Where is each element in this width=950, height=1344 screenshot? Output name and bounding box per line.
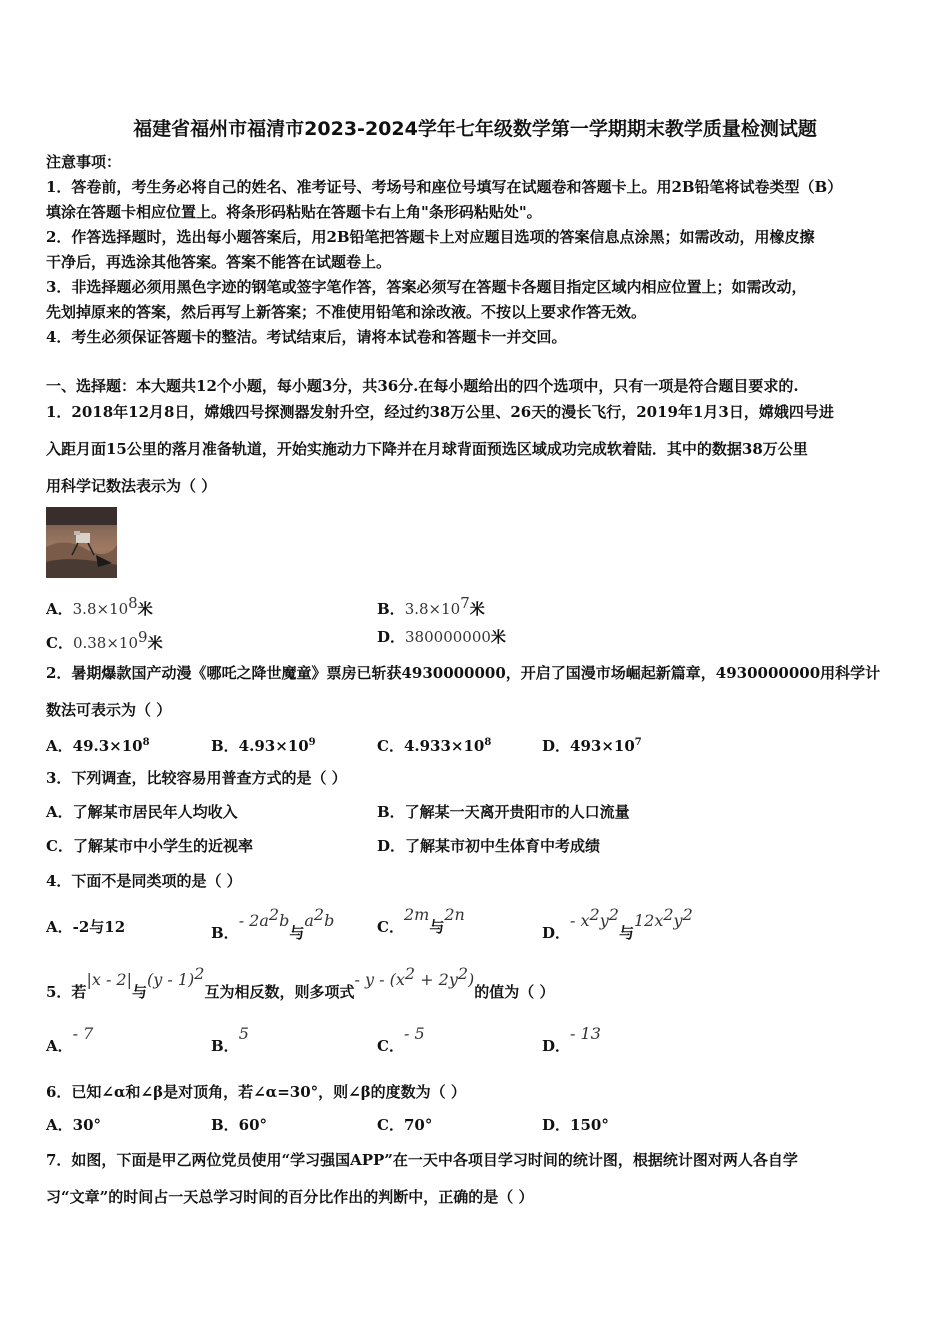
option-c[interactable]: C．$4.933\times 10^8$ — [377, 737, 492, 755]
option-b[interactable]: B．60° — [211, 1116, 268, 1134]
option-a[interactable]: A．30° — [46, 1116, 102, 1134]
question-1-stem: 1．2018年12月8日，嫦娥四号探测器发射升空，经过约38万公里、26天的漫长飞行，2019年1月3日，嫦娥四号进 — [46, 403, 834, 421]
option-a[interactable]: A．了解某市居民年人均收入 — [46, 803, 238, 821]
page-title: 福建省福州市福清市2023-2024学年七年级数学第一学期期末教学质量检测试题 — [133, 118, 817, 140]
option-d[interactable]: D．380000000米 — [377, 628, 506, 646]
question-1-stem: 入距月面15公里的落月准备轨道，开始实施动力下降并在月球背面预选区域成功完成软着陆．其中的数据38万公里 — [46, 440, 808, 458]
note-line: 先划掉原来的答案，然后再写上新答案；不准使用铅笔和涂改液。不按以上要求作答无效。 — [46, 303, 647, 321]
option-c[interactable]: C．$0.38\times 10^9$米 — [46, 628, 163, 652]
section-heading: 一、选择题：本大题共12个小题，每小题3分，共36分.在每小题给出的四个选项中，只有一项是符合题目要求的. — [46, 377, 799, 395]
option-c[interactable]: C．70° — [377, 1116, 433, 1134]
option-a[interactable]: A．-2与12 — [46, 918, 126, 936]
note-line: 2．作答选择题时，选出每小题答案后，用2B铅笔把答题卡上对应题目选项的答案信息点涂黑；如需改动，用橡皮擦 — [46, 228, 815, 246]
option-b[interactable]: B．了解某一天离开贵阳市的人口流量 — [377, 803, 630, 821]
option-d[interactable]: D．- 13 — [542, 1024, 601, 1055]
option-b[interactable]: B．5 — [211, 1024, 249, 1055]
question-2-stem: 数法可表示为（ ） — [46, 701, 172, 719]
question-6-stem: 6．已知∠α和∠β是对顶角，若∠α=30°，则∠β的度数为（ ） — [46, 1083, 466, 1101]
question-7-stem: 7．如图，下面是甲乙两位党员使用“学习强国APP”在一天中各项目学习时间的统计图，根据统计图对两人各自学 — [46, 1151, 798, 1169]
note-line: 1．答卷前，考生务必将自己的姓名、准考证号、考场号和座位号填写在试题卷和答题卡上。用2B铅笔将试卷类型（B） — [46, 178, 843, 196]
note-line: 填涂在答题卡相应位置上。将条形码粘贴在答题卡右上角"条形码粘贴处"。 — [46, 203, 542, 221]
option-d[interactable]: D．150° — [542, 1116, 609, 1134]
option-d[interactable]: D．- $x^2y^2$与$12x^2y^2$ — [542, 905, 693, 942]
option-c[interactable]: C．了解某市中小学生的近视率 — [46, 837, 253, 855]
note-line: 干净后，再选涂其他答案。答案不能答在试题卷上。 — [46, 253, 392, 271]
option-a[interactable]: A．$49.3\times 10^8$ — [46, 737, 150, 755]
option-c[interactable]: C．2m与2n — [377, 905, 465, 936]
option-c[interactable]: C．- 5 — [377, 1024, 425, 1055]
notes-heading: 注意事项： — [46, 153, 122, 171]
option-b[interactable]: B．$3.8\times 10^7$米 — [377, 594, 485, 618]
question-3-stem: 3．下列调查，比较容易用普查方式的是（ ） — [46, 769, 347, 787]
note-line: 4．考生必须保证答题卡的整洁。考试结束后，请将本试卷和答题卡一并交回。 — [46, 328, 567, 346]
lunar-landing-photo — [46, 507, 117, 578]
note-line: 3．非选择题必须用黑色字迹的钢笔或签字笔作答，答案必须写在答题卡各题目指定区域内相应位置上；如需改动， — [46, 278, 807, 296]
option-b[interactable]: B．- $2a^2b$与$a^2b$ — [211, 905, 335, 942]
question-4-stem: 4．下面不是同类项的是（ ） — [46, 872, 242, 890]
option-d[interactable]: D．$493\times 10^7$ — [542, 737, 642, 755]
question-7-stem: 习“文章”的时间占一天总学习时间的百分比作出的判断中，正确的是（ ） — [46, 1188, 534, 1206]
question-2-stem: 2．暑期爆款国产动漫《哪吒之降世魔童》票房已斩获4930000000，开启了国漫市场崛起新篇章，4930000000用科学计 — [46, 664, 881, 682]
option-b[interactable]: B．$4.93\times 10^9$ — [211, 737, 316, 755]
option-a[interactable]: A．- 7 — [46, 1024, 94, 1055]
option-a[interactable]: A．$3.8\times 10^8$米 — [46, 594, 153, 618]
question-1-stem: 用科学记数法表示为（ ） — [46, 477, 217, 495]
option-d[interactable]: D．了解某市初中生体育中考成绩 — [377, 837, 601, 855]
question-5-stem: 5．若|x - 2|与(y - 1)$^2$互为相反数，则多项式- $y - (x^2 + 2y^2)$的值为（ ） — [46, 964, 555, 1001]
